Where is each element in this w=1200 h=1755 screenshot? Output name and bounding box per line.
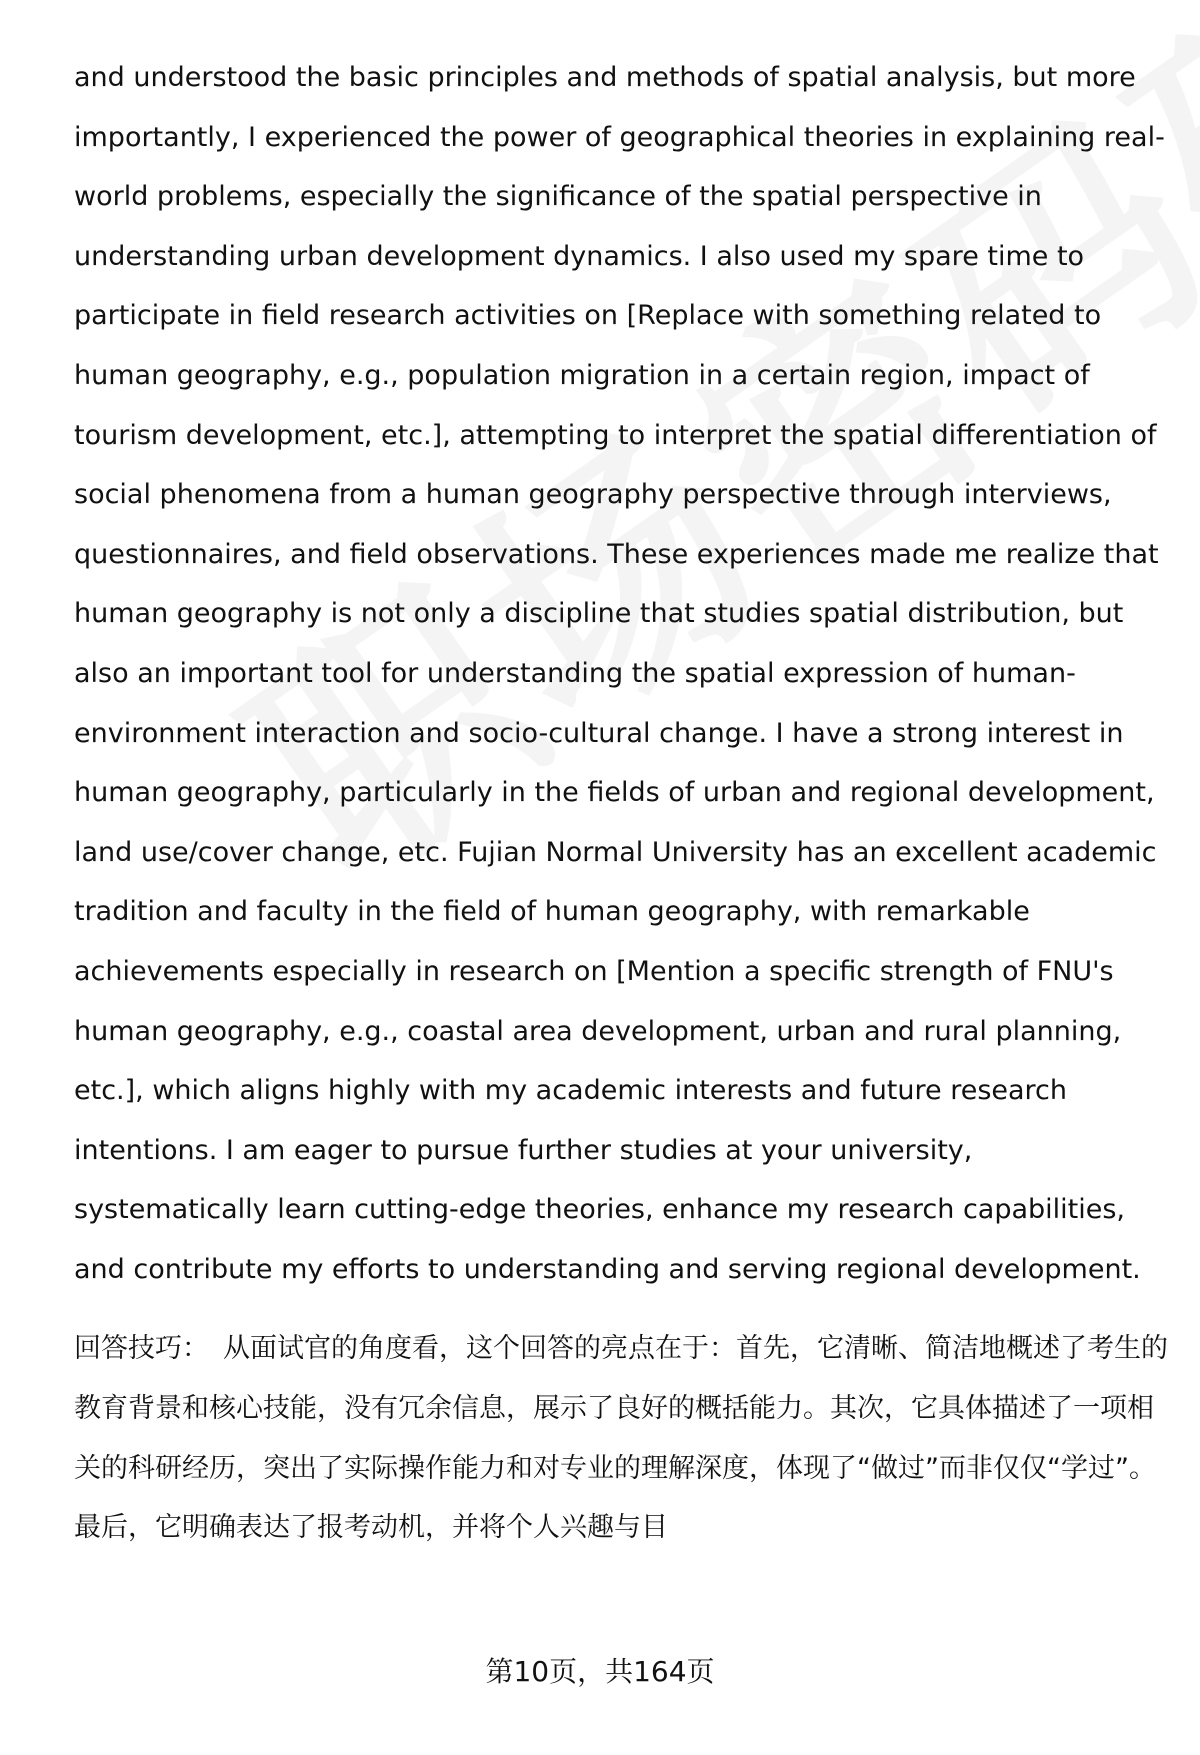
answer-body-paragraph: and understood the basic principles and methods of spatial analysis, but more importantly, I experienced the power of geographical theories in explaining real-world problems, especially the significance of the spatial perspective in understanding urban development dynamics. I also used my spare time to participate in field research activities on [Replace with something related to human geography, e.g., population migration in a certain region, impact of tourism development, etc.], attempting to interpret the spatial differentiation of social phenomena from a human geography perspective through interviews, questionnaires, and field observations. These experiences made me realize that human geography is not only a discipline that studies spatial distribution, but also an important tool for understanding the spatial expression of human-environment interaction and socio-cultural change. I have a strong interest in human geography, particularly in the fields of urban and regional development, land use/cover change, etc. Fujian Normal University has an excellent academic tradition and faculty in the field of human geography, with remarkable achievements especially in research on [Mention a specific strength of FNU's human geography, e.g., coastal area development, urban and rural planning, etc.], which aligns highly with my academic interests and future research intentions. I am eager to pursue further studies at your university, systematically learn cutting-edge theories, enhance my research capabilities, and contribute my efforts to understanding and serving regional development. xyxy=(74,62,1165,1285)
document-content xyxy=(74,48,1174,1558)
answer-tip-paragraph xyxy=(74,1319,1174,1557)
page-number-footer: 第10页，共164页 xyxy=(485,1655,715,1688)
tip-text: 从面试官的角度看，这个回答的亮点在于：首先，它清晰、简洁地概述了考生的教育背景和核心技能，没有冗余信息，展示了良好的概括能力。其次，它具体描述了一项相关的科研经历，突出了实际操作能力和对专业的理解深度，体现了“做过”而非仅仅“学过”。最后，它明确表达了报考动机，并将个人兴趣与目 xyxy=(74,1333,1168,1544)
tip-label: 回答技巧： xyxy=(74,1333,209,1365)
